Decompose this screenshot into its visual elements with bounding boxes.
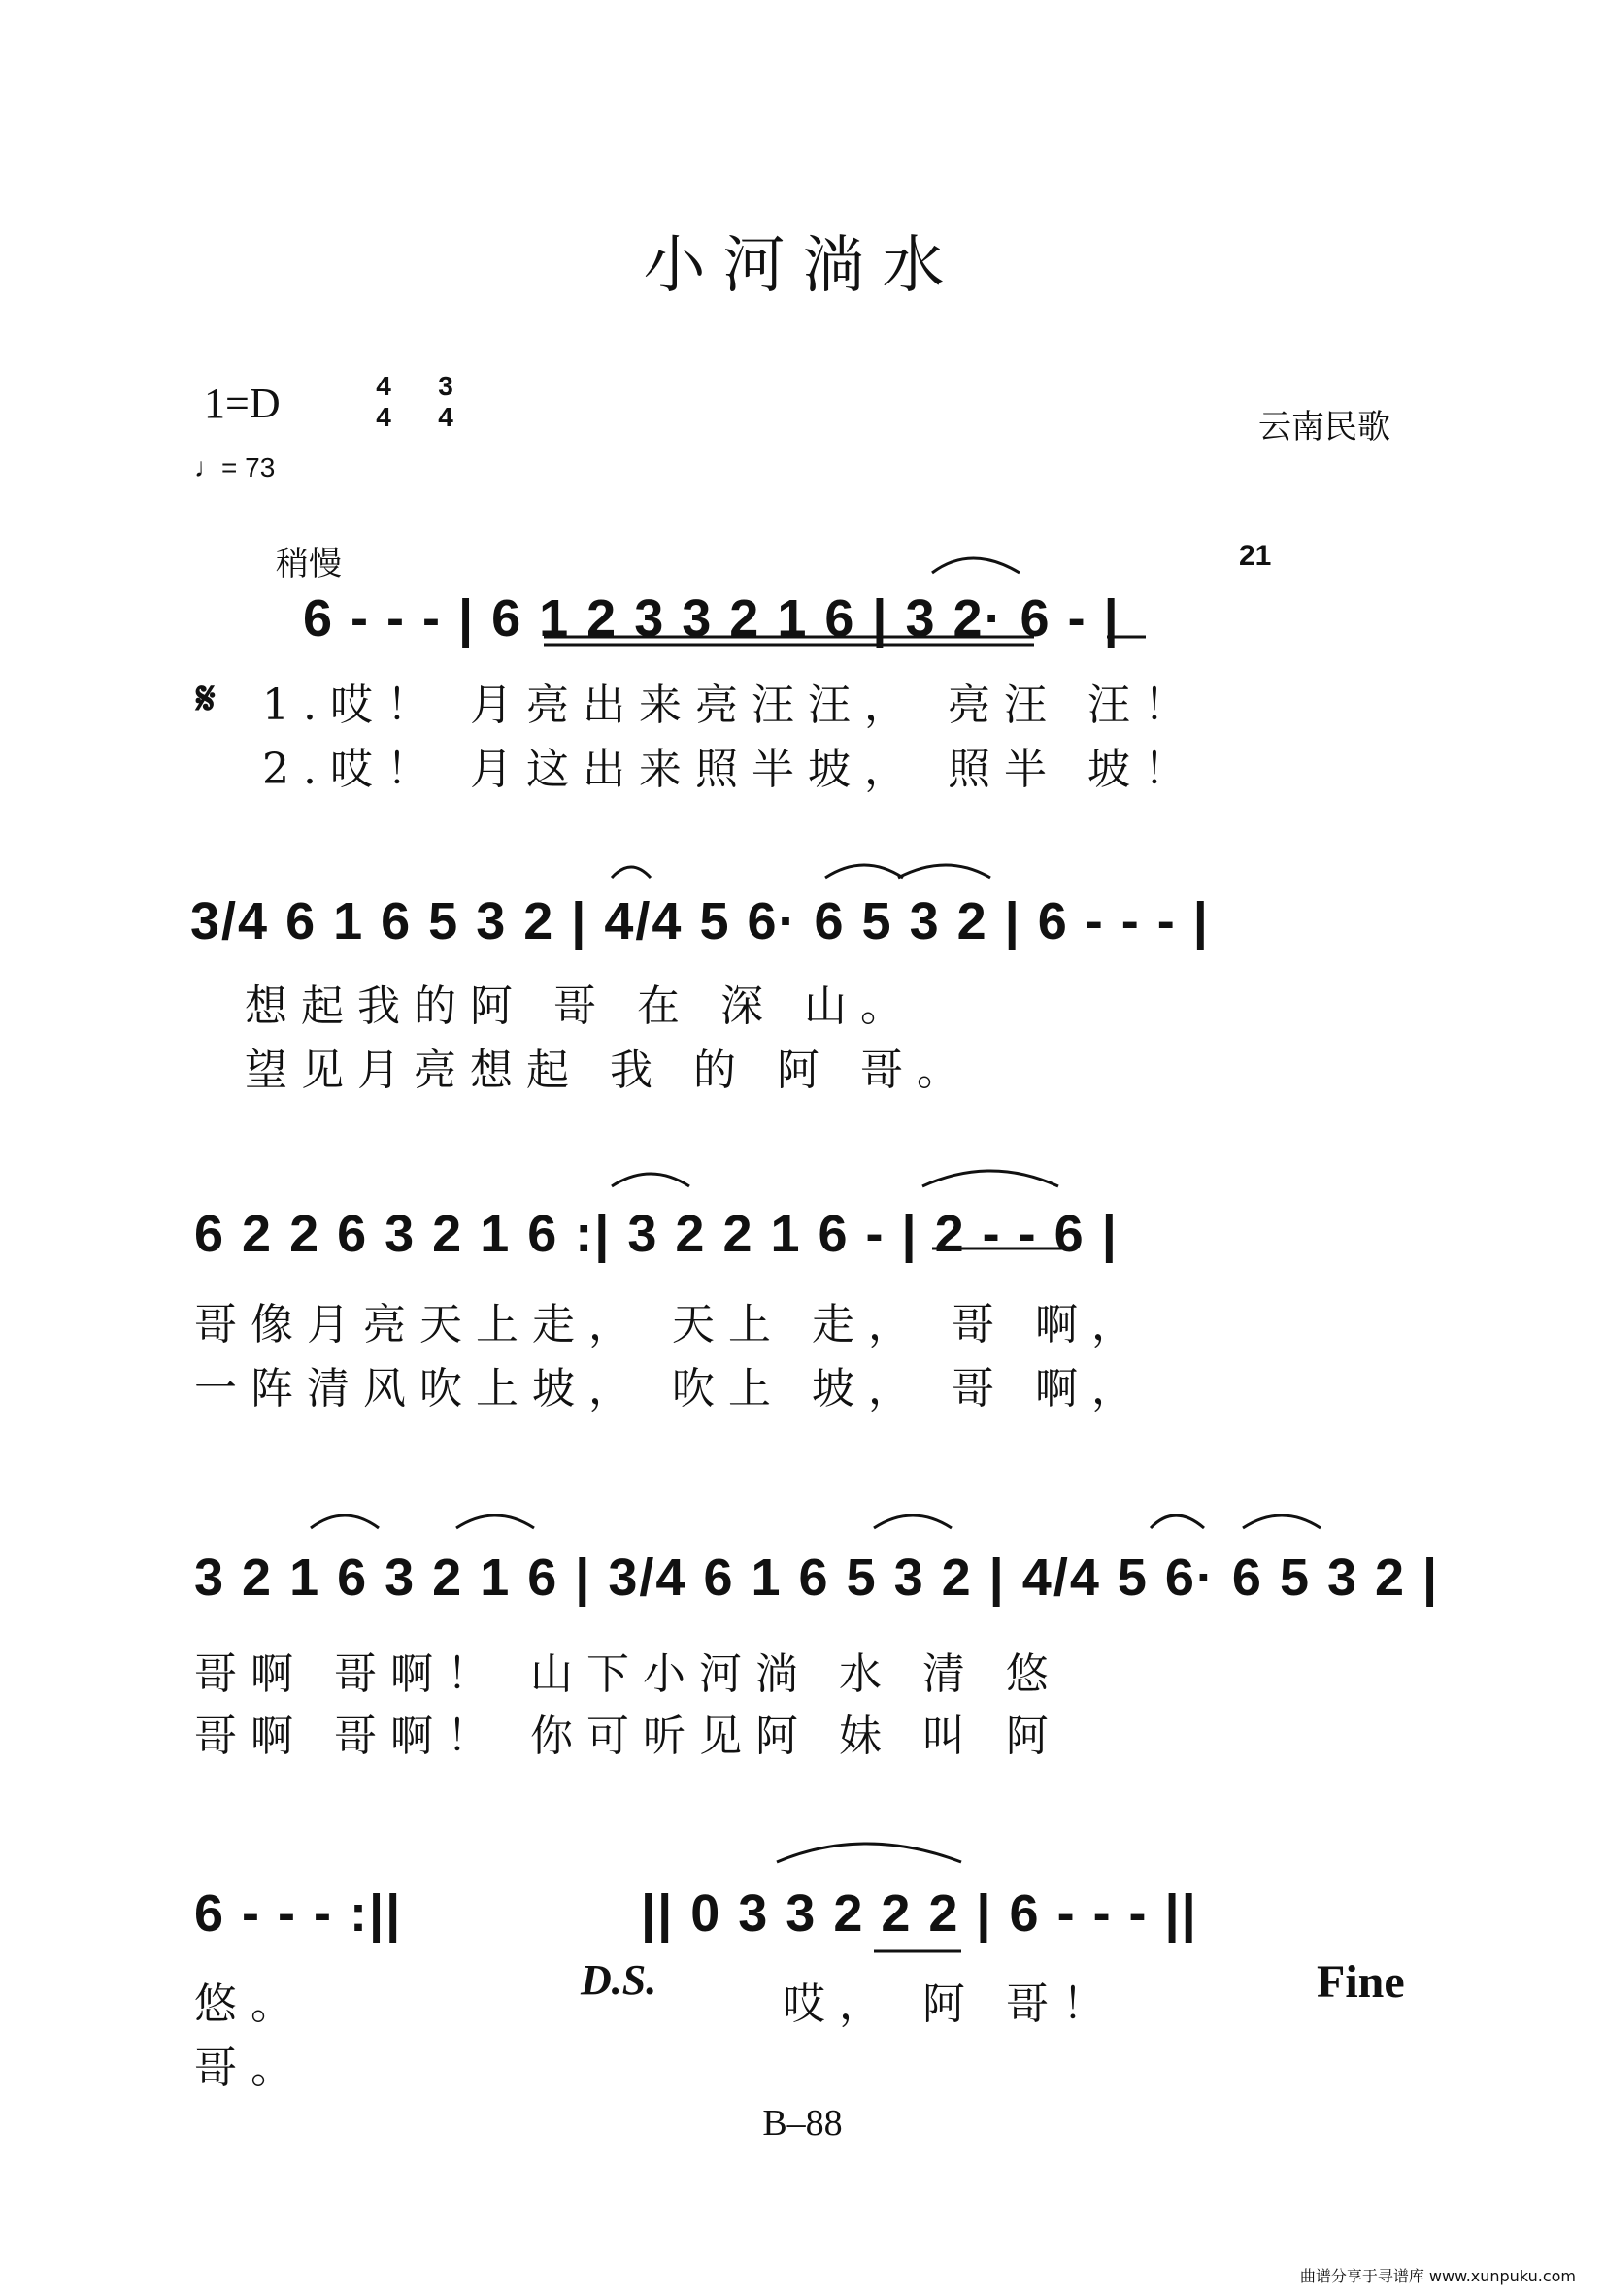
lyric-line-5c: 哥。 xyxy=(194,2044,307,2093)
slur xyxy=(311,1515,379,1528)
slur xyxy=(612,1174,689,1186)
slur xyxy=(932,558,1020,573)
lyric-line-3a: 哥像月亮天上走， 天上 走， 哥 啊， xyxy=(194,1300,1148,1349)
lyric-line-3b: 一阵清风吹上坡， 吹上 坡， 哥 啊， xyxy=(194,1364,1148,1414)
lyric-line-5b: 哎， 阿 哥！ xyxy=(783,1980,1119,2029)
lyric-line-5a: 悠。 xyxy=(194,1980,307,2029)
slur xyxy=(1243,1515,1321,1528)
song-origin: 云南民歌 xyxy=(1258,408,1390,447)
ts-num: 4 xyxy=(376,371,391,401)
lyric-line-2b: 望见月亮想起 我 的 阿 哥。 xyxy=(245,1046,973,1095)
lyric-line-1b: 2.哎！ 月这出来照半坡， 照半 坡！ xyxy=(262,745,1200,794)
notation-line-5b: || 0 3 3 2 2 2 | 6 - - - || xyxy=(641,1884,1198,1943)
notation-line-5a: 6 - - - :|| xyxy=(194,1884,403,1943)
slur xyxy=(874,1515,952,1528)
lyric-line-4a: 哥啊 哥啊！ 山下小河淌 水 清 悠 xyxy=(194,1649,1062,1699)
slur xyxy=(825,865,903,878)
page-title: 小河淌水 xyxy=(643,230,962,302)
key-signature: 1=D xyxy=(204,380,281,427)
lyric-line-4b: 哥啊 哥啊！ 你可听见阿 妹 叫 阿 xyxy=(194,1712,1062,1761)
slur xyxy=(922,1171,1058,1186)
notation-line-1: 6 - - - | 6 1 2 3 3 2 1 6 | 3 2· 6 - | xyxy=(303,589,1120,648)
ts-den: 4 xyxy=(438,402,453,432)
slur xyxy=(1151,1515,1204,1528)
lyric-line-1a: 1.哎！ 月亮出来亮汪汪， 亮汪 汪！ xyxy=(262,681,1200,730)
notation-line-4: 3 2 1 6 3 2 1 6 | 3/4 6 1 6 5 3 2 | 4/4 5 6· 6 5 3 2 | xyxy=(194,1548,1440,1607)
slur xyxy=(612,867,651,878)
slur xyxy=(898,865,990,878)
page-number: B–88 xyxy=(762,2103,843,2144)
notation-line-2: 3/4 6 1 6 5 3 2 | 4/4 5 6· 6 5 3 2 | 6 - - - | xyxy=(190,892,1210,950)
notation-line-3: 6 2 2 6 3 2 1 6 :| 3 2 2 1 6 - | 2 - - 6 | xyxy=(194,1205,1119,1263)
lyric-line-2a: 想起我的阿 哥 在 深 山。 xyxy=(245,982,917,1031)
dal-segno-mark: D.S. xyxy=(581,1956,657,2004)
tempo-marking: 稍慢 xyxy=(276,545,342,583)
slur xyxy=(456,1515,534,1528)
footer-watermark: 曲谱分享于寻谱库 www.xunpuku.com xyxy=(1299,2267,1576,2285)
segno-icon: 𝄋 xyxy=(196,672,216,724)
ts-num: 3 xyxy=(438,371,453,401)
slur xyxy=(777,1844,961,1862)
fine-mark: Fine xyxy=(1317,1956,1405,2008)
tempo-mark: ♩= 73 xyxy=(194,452,276,482)
grace-notes: 21 xyxy=(1239,540,1272,572)
ts-den: 4 xyxy=(376,402,391,432)
